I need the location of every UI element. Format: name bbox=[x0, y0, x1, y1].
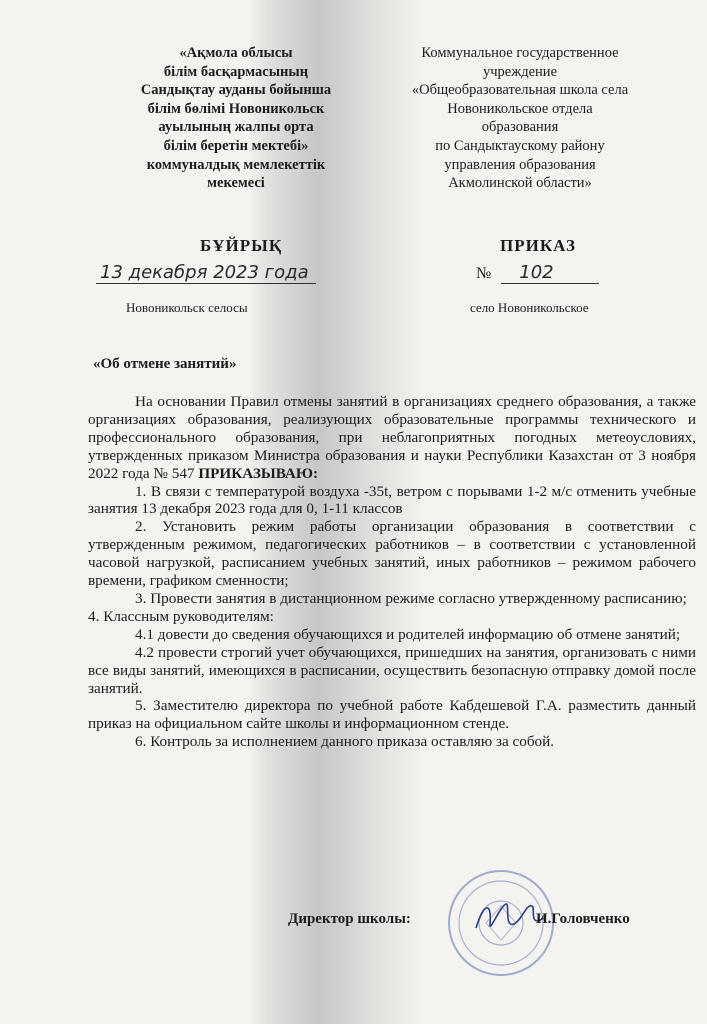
item-3: 3. Провести занятия в дистанционном режиме согласно утвержденному расписанию; bbox=[135, 589, 687, 607]
handwritten-date: 13 декабря 2023 года bbox=[96, 262, 316, 284]
number-sign: № bbox=[476, 265, 492, 282]
signature-name: И.Головченко bbox=[536, 911, 630, 927]
header-kz-line: ауылының жалпы орта bbox=[158, 119, 314, 136]
preamble-paragraph bbox=[88, 393, 696, 483]
header-russian bbox=[386, 44, 654, 193]
item-1: 1. В связи с температурой воздуха -35t, ветром с порывами 1-2 м/с отменить учебные занятия 13 декабря 2023 года для 0, 1-11 классов bbox=[88, 482, 696, 518]
item-2: 2. Установить режим работы организации образования в соответствии с утвержденным режимом, педагогических работников – в соответствии с установленной часовой нагрузкой, расписанием учебных занятий, иных работников – режимом рабочего времени, графиком сменности; bbox=[88, 518, 696, 590]
header-kz-line: Сандықтау ауданы бойынша bbox=[140, 82, 332, 99]
header-kazakh bbox=[108, 44, 364, 193]
place-russian: село Новоникольское bbox=[470, 300, 589, 315]
order-word: ПРИКАЗЫВАЮ: bbox=[198, 464, 319, 482]
header-kz-line: «Ақмола облысы bbox=[179, 45, 293, 61]
header-kz-line: білім бөлімі Новоникольск bbox=[147, 100, 325, 117]
item-4-1: 4.1 довести до сведения обучающихся и родителей информацию об отмене занятий; bbox=[135, 625, 681, 643]
header-ru-line: по Сандыктаускому району bbox=[435, 137, 605, 154]
header-ru-line: учреждение bbox=[482, 63, 557, 80]
header-ru-line: Новоникольское отдела bbox=[447, 100, 593, 117]
header-ru-line: образования bbox=[481, 119, 559, 136]
header-ru-line: «Общеобразовательная школа села bbox=[411, 82, 629, 99]
header-kz-line: білім басқармасының bbox=[163, 63, 309, 80]
header-kz-line: мекемесі bbox=[207, 175, 265, 192]
header-ru-line: Акмолинской области» bbox=[448, 175, 592, 192]
preamble-text: На основании Правил отмены занятий в организациях среднего образования, а также организациях образования, реализующих образовательные программы технического и профессионального образования, при неблагоприятных погодных метеоусловиях, утвержденных приказом Министра образования и науки Республики Казахстан от 3 ноября 2022 года № 547 bbox=[88, 393, 696, 482]
order-number bbox=[476, 262, 599, 284]
place-kazakh: Новоникольск селосы bbox=[126, 300, 248, 315]
title-kazakh: БҰЙРЫҚ bbox=[200, 236, 283, 255]
header-ru-line: Коммунальное государственное bbox=[421, 45, 619, 61]
item-5: 5. Заместителю директора по учебной работе Кабдешевой Г.А. разместить данный приказ на официальном сайте школы и информационном стенде. bbox=[88, 697, 696, 733]
header-kz-line: коммуналдық мемлекеттік bbox=[146, 156, 326, 173]
item-4-2: 4.2 провести строгий учет обучающихся, пришедших на занятия, организовать с ними все виды занятий, имеющихся в расписании, осуществить безопасную отправку домой после занятий. bbox=[88, 643, 696, 697]
order-subject: «Об отмене занятий» bbox=[93, 356, 237, 372]
order-body bbox=[88, 393, 696, 751]
header-ru-line: управления образования bbox=[444, 156, 596, 173]
signature-label: Директор школы: bbox=[288, 911, 411, 927]
item-4: 4. Классным руководителям: bbox=[88, 607, 274, 625]
header-kz-line: білім беретін мектебі» bbox=[163, 137, 309, 154]
item-6: 6. Контроль за исполнением данного приказа оставляю за собой. bbox=[135, 733, 555, 751]
title-russian: ПРИКАЗ bbox=[500, 236, 576, 255]
handwritten-number: 102 bbox=[501, 262, 599, 284]
